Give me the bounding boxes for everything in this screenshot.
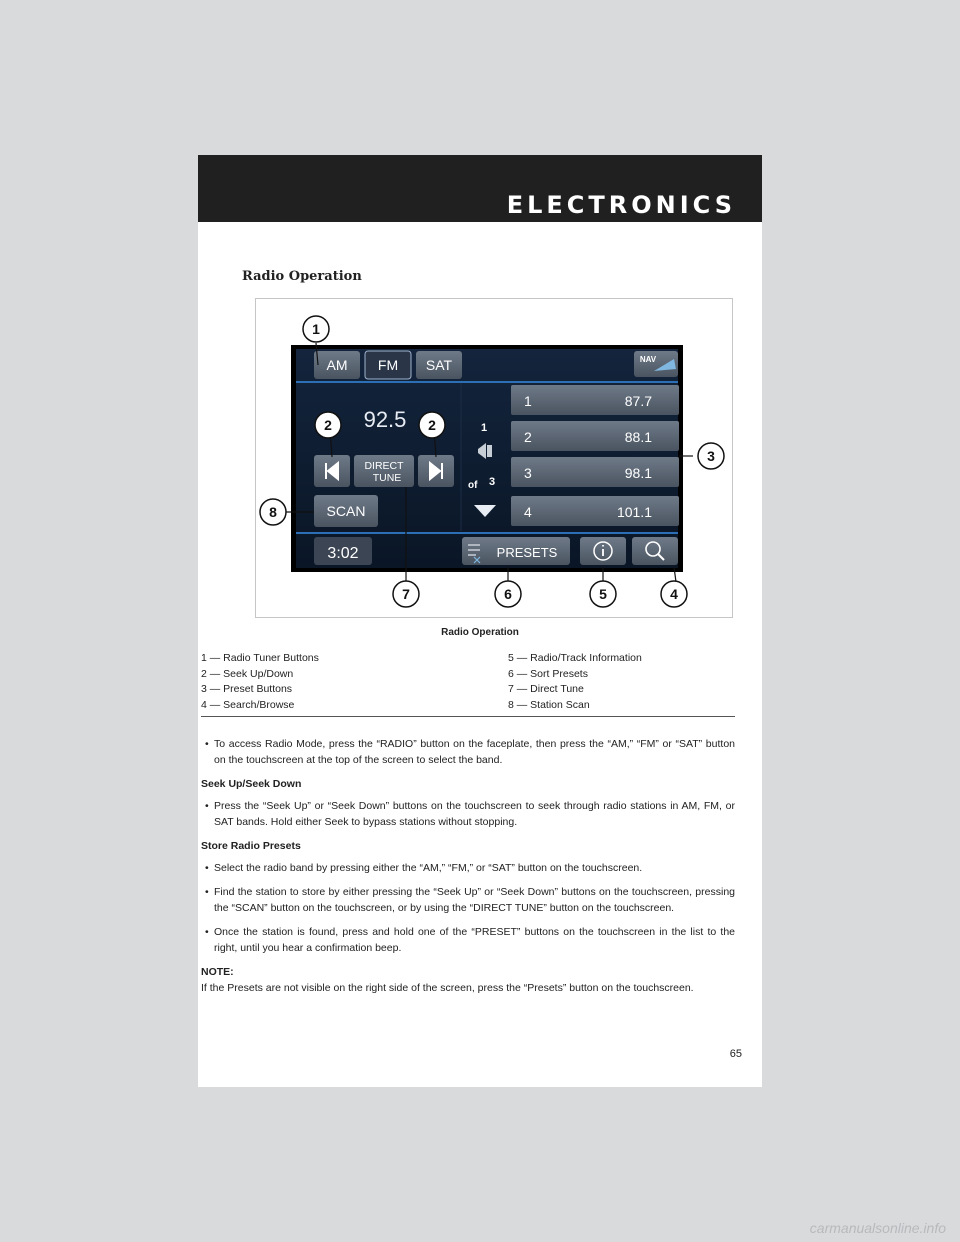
callout-6-num: 6 xyxy=(504,586,512,602)
preset-button-2[interactable] xyxy=(511,421,679,451)
preset-freq-3: 98.1 xyxy=(624,465,652,481)
header-title: ELECTRONICS xyxy=(506,191,736,219)
page-number: 65 xyxy=(729,1048,742,1060)
fm-label: FM xyxy=(377,357,399,373)
intro-bullet: • To access Radio Mode, press the “RADIO” button on the faceplate, then press the “AM,” “FM” or “SAT” button on the touchscreen at the top of the screen to select the band. xyxy=(201,736,735,768)
preset-num-2: 2 xyxy=(524,429,532,445)
callout-5-num: 5 xyxy=(599,586,607,602)
am-label: AM xyxy=(326,357,348,373)
note-text: If the Presets are not visible on the right side of the screen, press the “Presets” button on the touchscreen. xyxy=(201,982,694,994)
presets-label: PRESETS xyxy=(496,545,558,560)
manual-page xyxy=(198,155,762,1087)
sat-label: SAT xyxy=(425,357,453,373)
preset-freq-2: 88.1 xyxy=(624,429,652,445)
legend-item: 5 — Radio/Track Information xyxy=(508,652,642,664)
body-text xyxy=(201,736,735,1004)
callout-8-num: 8 xyxy=(269,504,277,520)
band-buttons xyxy=(314,351,462,379)
radio-figure xyxy=(255,298,733,618)
page-of: of xyxy=(468,480,478,491)
callout-3-num: 3 xyxy=(707,448,715,464)
legend-item: 7 — Direct Tune xyxy=(508,683,584,695)
figure-legend xyxy=(201,651,735,709)
direct-tune-line2: TUNE xyxy=(372,472,402,484)
legend-item: 2 — Seek Up/Down xyxy=(201,667,294,680)
callout-4-num: 4 xyxy=(670,586,678,602)
callout-2b-num: 2 xyxy=(428,417,436,433)
preset-num-1: 1 xyxy=(524,393,532,409)
preset-freq-4: 101.1 xyxy=(616,504,652,520)
callout-7-num: 7 xyxy=(402,586,410,602)
store-bullet-1: • Select the radio band by pressing either the “AM,” “FM,” or “SAT” button on the touchscreen. xyxy=(201,860,735,876)
radio-screen-illustration xyxy=(256,299,732,617)
legend-item: 3 — Preset Buttons xyxy=(201,683,293,695)
direct-tune-line1: DIRECT xyxy=(364,460,404,472)
seek-bullet: • Press the “Seek Up” or “Seek Down” buttons on the touchscreen to seek through radio stations in AM, FM, or SAT bands. Hold either Seek to bypass stations without stopping. xyxy=(201,798,735,830)
preset-button-3[interactable] xyxy=(511,457,679,487)
clock: 3:02 xyxy=(327,545,359,562)
frequency-display: 92.5 xyxy=(363,407,407,432)
store-bullet-3: • Once the station is found, press and hold one of the “PRESET” buttons on the touchscreen in the list to the right, until you hear a confirmation beep. xyxy=(201,924,735,956)
legend-item: 1 — Radio Tuner Buttons xyxy=(201,652,319,664)
preset-button-4[interactable] xyxy=(511,496,679,526)
store-heading: Store Radio Presets xyxy=(201,840,301,852)
legend-item: 6 — Sort Presets xyxy=(508,667,588,680)
callout-1-num: 1 xyxy=(312,321,320,337)
section-title: Radio Operation xyxy=(242,269,362,284)
callout-2a-num: 2 xyxy=(324,417,332,433)
legend-item: 8 — Station Scan xyxy=(508,698,590,711)
watermark: carmanualsonline.info xyxy=(809,1220,946,1236)
legend-divider xyxy=(201,716,735,717)
nav-label: NAV xyxy=(639,355,657,364)
note-heading: NOTE: xyxy=(201,966,234,978)
page-total: 3 xyxy=(489,476,496,488)
preset-num-4: 4 xyxy=(524,504,532,520)
preset-num-3: 3 xyxy=(524,465,532,481)
search-button[interactable] xyxy=(632,537,678,565)
preset-button-1[interactable] xyxy=(511,385,679,415)
legend-item: 4 — Search/Browse xyxy=(201,698,295,711)
legend-left xyxy=(201,651,461,713)
seek-heading: Seek Up/Seek Down xyxy=(201,778,302,790)
legend-right xyxy=(508,651,768,713)
page-current: 1 xyxy=(480,422,488,434)
figure-caption: Radio Operation xyxy=(441,627,519,638)
preset-freq-1: 87.7 xyxy=(624,393,652,409)
store-bullet-2: • Find the station to store by either pressing the “Seek Up” or “Seek Down” buttons on the touchscreen, pressing the “SCAN” button on the touchscreen, or by using the “DIRECT TUNE” button on the touchscreen. xyxy=(201,884,735,916)
header-bar xyxy=(198,155,762,222)
scan-label: SCAN xyxy=(326,503,366,519)
